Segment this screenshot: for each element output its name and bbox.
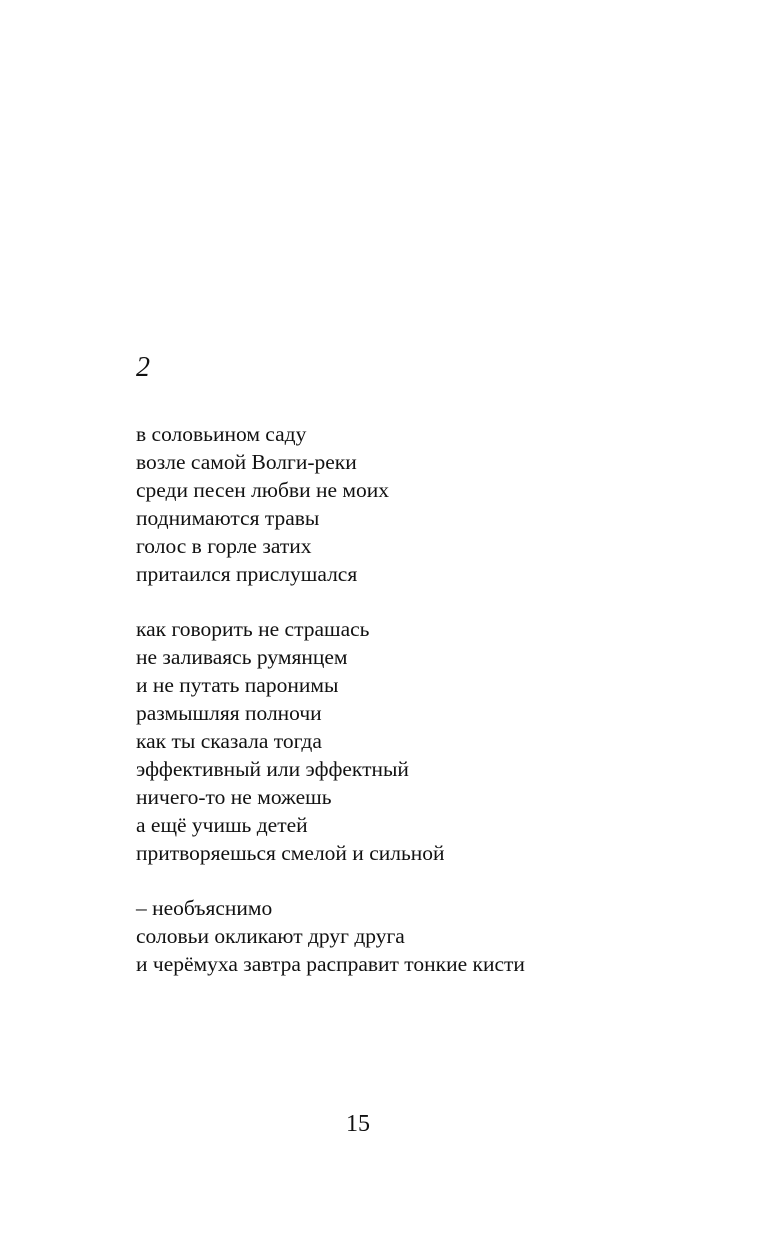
poem-number: 2 xyxy=(136,352,150,383)
poem-line: ничего-то не можешь xyxy=(136,784,332,809)
page-number: 15 xyxy=(346,1111,370,1137)
poem-line: среди песен любви не моих xyxy=(136,477,389,502)
stanza-2 xyxy=(136,616,736,867)
poem-line: размышляя полночи xyxy=(136,701,322,726)
stanza-1 xyxy=(136,421,736,588)
poem-line: поднимаются травы xyxy=(136,505,320,530)
poem-line: и черёмуха завтра расправит тонкие кисти xyxy=(136,952,525,977)
poem-line: притаился прислушался xyxy=(136,561,358,586)
poem-line: возле самой Волги-реки xyxy=(136,449,357,474)
poem-line: эффективный или эффектный xyxy=(136,756,409,781)
poem-line: и не путать паронимы xyxy=(136,673,339,698)
poem-line: соловьи окликают друг друга xyxy=(136,924,405,949)
poem-line: притворяешься смелой и сильной xyxy=(136,840,445,865)
poem-line: как говорить не страшась xyxy=(136,617,370,642)
poem-line: – необъяснимо xyxy=(136,896,273,921)
poem-line: не заливаясь румянцем xyxy=(136,645,348,670)
stanza-3 xyxy=(136,895,736,979)
poem-line: как ты сказала тогда xyxy=(136,728,322,753)
poem-line: голос в горле затих xyxy=(136,533,312,558)
poem-body xyxy=(136,421,736,979)
poem-line: а ещё учишь детей xyxy=(136,812,308,837)
poem-line: в соловьином саду xyxy=(136,422,307,446)
